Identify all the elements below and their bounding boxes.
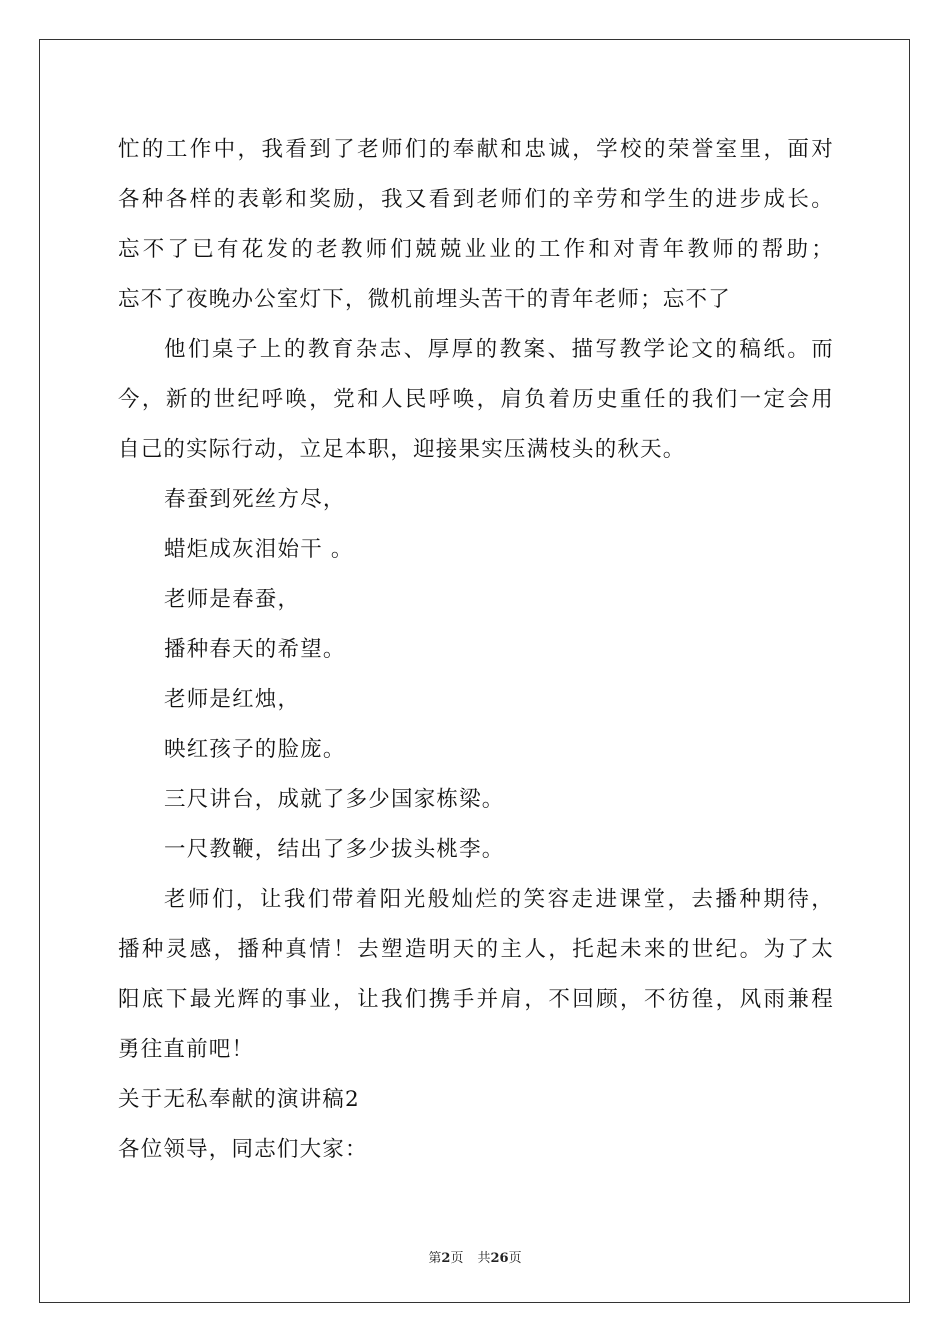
text-line: 忙的工作中，我看到了老师们的奉献和忠诚，学校的荣誉室里，面对: [118, 137, 834, 162]
text-line: 自己的实际行动，立足本职，迎接果实压满枝头的秋天。: [118, 437, 686, 462]
poem-line: 播种春天的希望。: [164, 637, 346, 662]
document-body: [118, 125, 834, 1175]
text-line: 阳底下最光辉的事业，让我们携手并肩，不回顾，不彷徨，风雨兼程: [118, 987, 834, 1012]
poem-line: 一尺教鞭，结出了多少拔头桃李。: [164, 837, 505, 862]
current-page-number: 2: [441, 1251, 451, 1266]
poem-line: 三尺讲台，成就了多少国家栋梁。: [164, 787, 505, 812]
footer-page-suffix: 页: [450, 1251, 464, 1266]
footer-prefix: 第: [428, 1251, 442, 1266]
text-line: 勇往直前吧！: [118, 1037, 255, 1062]
poem-line: 老师是红烛，: [164, 687, 301, 712]
text-line: 播种灵感，播种真情！去塑造明天的主人，托起未来的世纪。为了太: [118, 937, 834, 962]
total-page-count: 26: [490, 1251, 509, 1266]
text-line: 忘不了已有花发的老教师们兢兢业业的工作和对青年教师的帮助；: [118, 237, 834, 262]
text-line: 各种各样的表彰和奖励，我又看到老师们的辛劳和学生的进步成长。: [118, 187, 834, 212]
text-line: 忘不了夜晚办公室灯下，微机前埋头苦干的青年老师；忘不了: [118, 287, 731, 312]
poem-line: 老师是春蚕，: [164, 587, 301, 612]
footer-total-prefix: 共: [477, 1251, 491, 1266]
poem-line: 映红孩子的脸庞。: [164, 737, 346, 762]
footer-total-suffix: 页: [508, 1251, 522, 1266]
section-title: 关于无私奉献的演讲稿2: [118, 1087, 360, 1112]
poem-line: 蜡炬成灰泪始干 。: [164, 537, 354, 562]
paragraph-start: 老师们，让我们带着阳光般灿烂的笑容走进课堂，去播种期待，: [164, 887, 834, 912]
text-line: 今，新的世纪呼唤，党和人民呼唤，肩负着历史重任的我们一定会用: [118, 387, 834, 412]
poem-line: 春蚕到死丝方尽，: [164, 487, 346, 512]
salutation: 各位领导，同志们大家：: [118, 1137, 368, 1162]
page-footer: [0, 1247, 950, 1266]
paragraph-start: 他们桌子上的教育杂志、厚厚的教案、描写教学论文的稿纸。而: [164, 337, 834, 362]
